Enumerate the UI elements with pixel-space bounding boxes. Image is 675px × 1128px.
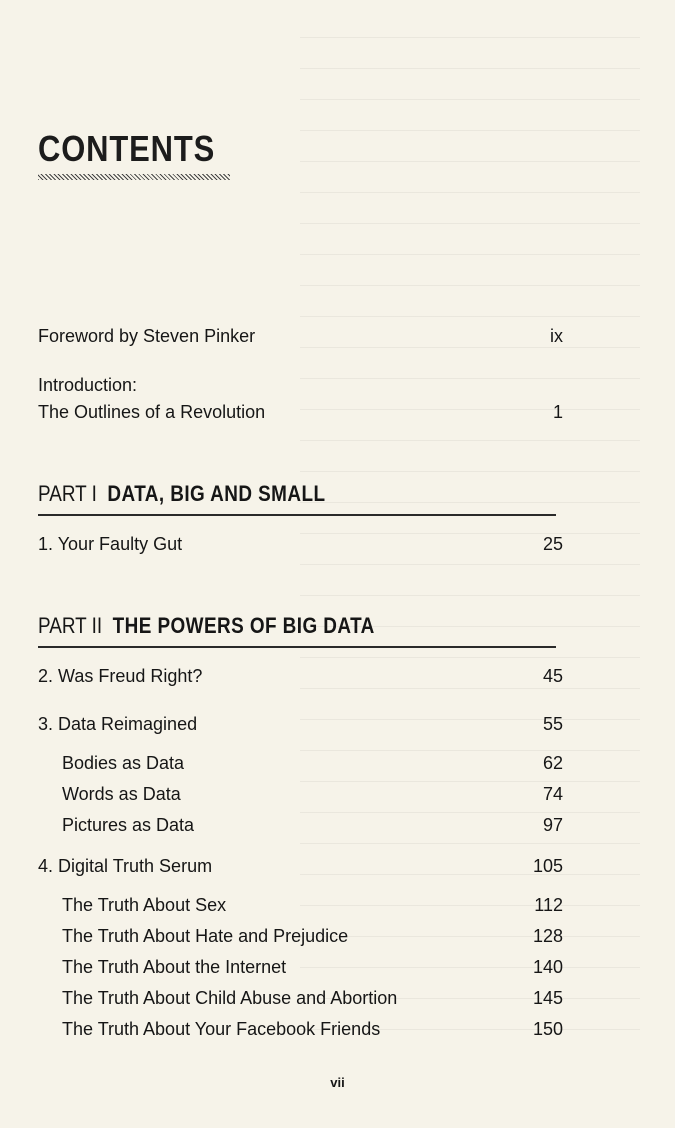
entry-page: 105 [532, 856, 563, 876]
entry-page: 25 [542, 534, 563, 554]
entry-title: The Truth About Your Facebook Friends [62, 1019, 381, 1039]
entry-title: Bodies as Data [62, 753, 185, 773]
entry-title: Pictures as Data [62, 815, 195, 835]
entry-title: 1. Your Faulty Gut [38, 534, 183, 554]
toc-subentry [62, 814, 563, 836]
entry-page: 74 [542, 784, 563, 804]
title-underline [38, 174, 230, 180]
toc-entry-chapter-4 [38, 855, 563, 877]
entry-page: 97 [542, 815, 563, 835]
part-rule [38, 514, 556, 516]
toc-entry-chapter-1 [38, 533, 563, 555]
part-title: DATA, BIG AND SMALL [107, 481, 326, 506]
entry-page: 145 [532, 988, 563, 1008]
page-number: vii [330, 1075, 345, 1090]
entry-page: 62 [542, 753, 563, 773]
entry-title: 3. Data Reimagined [38, 714, 198, 734]
entry-page: 112 [534, 895, 563, 915]
toc-subentry [62, 987, 563, 1009]
toc-subentry [62, 752, 563, 774]
entry-page: 55 [542, 714, 563, 734]
part-heading-2 [38, 613, 556, 639]
entry-page: 1 [552, 402, 563, 422]
entry-page: ix [550, 326, 563, 346]
toc-entry-chapter-3 [38, 713, 563, 735]
toc-entry-chapter-2 [38, 665, 563, 687]
toc-subentry [62, 894, 563, 916]
entry-title: The Outlines of a Revolution [38, 402, 266, 422]
toc-subentry [62, 956, 563, 978]
entry-title: Foreword by Steven Pinker [38, 326, 256, 346]
part-rule [38, 646, 556, 648]
toc-entry-foreword [38, 325, 563, 347]
toc-subentry [62, 783, 563, 805]
part-heading-1 [38, 481, 556, 507]
toc-entry-intro [38, 401, 563, 423]
toc-entry-intro-label [38, 374, 563, 396]
show-through-texture [300, 30, 640, 1030]
entry-page: 128 [532, 926, 563, 946]
entry-title: The Truth About Hate and Prejudice [62, 926, 349, 946]
part-title: THE POWERS OF BIG DATA [112, 613, 375, 638]
part-prefix: PART I [38, 481, 97, 506]
entry-page: 45 [542, 666, 563, 686]
part-prefix: PART II [38, 613, 103, 638]
page-title: CONTENTS [38, 128, 216, 169]
entry-title: The Truth About Sex [62, 895, 227, 915]
entry-title: The Truth About the Internet [62, 957, 287, 977]
entry-title: The Truth About Child Abuse and Abortion [62, 988, 398, 1008]
entry-page: 150 [532, 1019, 563, 1039]
toc-subentry [62, 1018, 563, 1040]
entry-title: 4. Digital Truth Serum [38, 856, 213, 876]
entry-title: 2. Was Freud Right? [38, 666, 203, 686]
toc-subentry [62, 925, 563, 947]
entry-title: Introduction: [38, 375, 138, 395]
entry-title: Words as Data [62, 784, 181, 804]
entry-page: 140 [532, 957, 563, 977]
